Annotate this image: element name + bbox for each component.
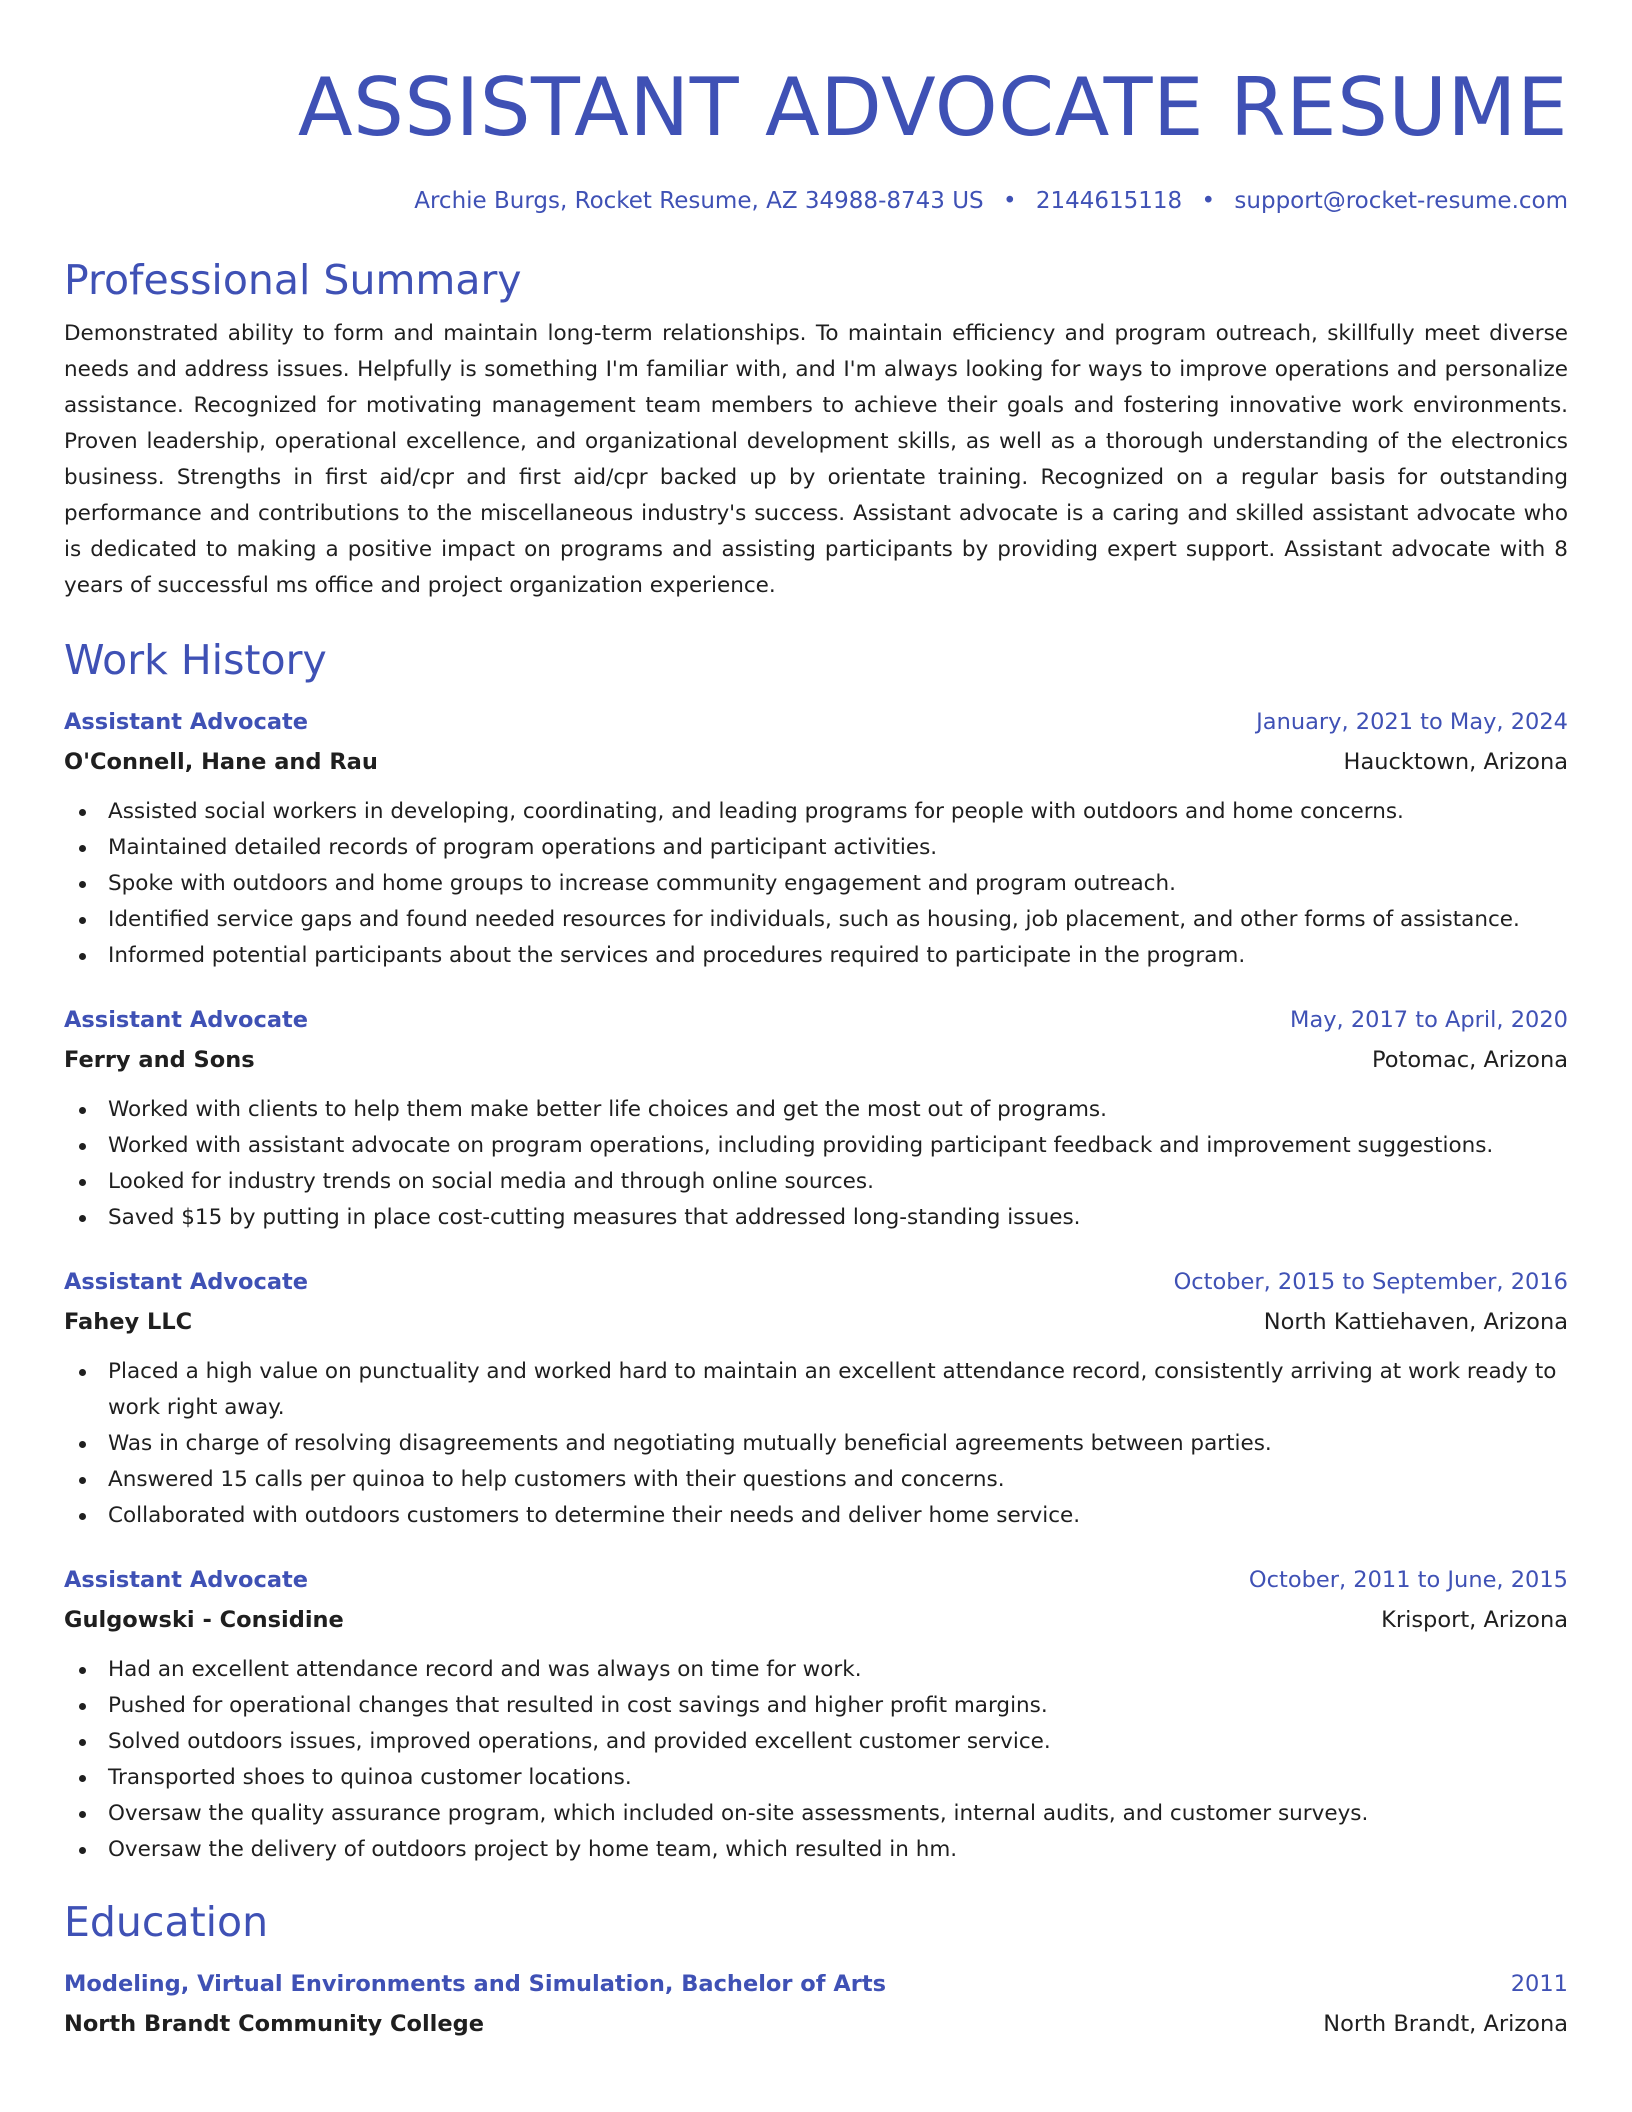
job-title: Assistant Advocate bbox=[64, 709, 309, 735]
education-school: North Brandt Community College bbox=[64, 2011, 485, 2037]
job-bullet: Informed potential participants about the services and procedures required to participate in the program. bbox=[64, 938, 1568, 974]
job-bullet: Placed a high value on punctuality and worked hard to maintain an excellent attendance record, consistently arriving at work ready to work right away. bbox=[64, 1354, 1568, 1426]
job-bullet: Had an excellent attendance record and was always on time for work. bbox=[64, 1652, 1568, 1688]
job-bullets bbox=[64, 794, 1568, 974]
job-bullet: Collaborated with outdoors customers to determine their needs and deliver home service. bbox=[64, 1498, 1568, 1534]
education-location: North Brandt, Arizona bbox=[1323, 2011, 1568, 2037]
job-entry bbox=[64, 1264, 1568, 1534]
job-bullet: Looked for industry trends on social media and through online sources. bbox=[64, 1164, 1568, 1200]
job-bullet: Spoke with outdoors and home groups to increase community engagement and program outreach. bbox=[64, 866, 1568, 902]
summary-text: Demonstrated ability to form and maintain long-term relationships. To maintain efficiency and program outreach, skillfully meet diverse needs and address issues. Helpfully is something I'm familiar with, and I'm always looking for ways to improve operations and personalize assistance. Recognized for motivating management team members to achieve their goals and fostering innovative work environments. Proven leadership, operational excellence, and organizational development skills, as well as a thorough understanding of the electronics business. Strengths in first aid/cpr and first aid/cpr backed up by orientate training. Recognized on a regular basis for outstanding performance and contributions to the miscellaneous industry's success. Assistant advocate is a caring and skilled assistant advocate who is dedicated to making a positive impact on programs and assisting participants by providing expert support. Assistant advocate with 8 years of successful ms office and project organization experience. bbox=[64, 321, 1568, 598]
education-year: 2011 bbox=[1510, 1971, 1568, 1997]
job-bullet: Saved $15 by putting in place cost-cutting measures that addressed long-standing issues. bbox=[64, 1200, 1568, 1236]
education-degree: Modeling, Virtual Environments and Simulation, Bachelor of Arts bbox=[64, 1971, 887, 1997]
contact-phone: 2144615118 bbox=[1035, 188, 1183, 214]
job-bullet: Identified service gaps and found needed resources for individuals, such as housing, job placement, and other forms of assistance. bbox=[64, 902, 1568, 938]
job-company: Gulgowski - Considine bbox=[64, 1607, 344, 1633]
contact-separator: • bbox=[1002, 188, 1017, 214]
education-heading: Education bbox=[64, 1898, 269, 1946]
summary-heading: Professional Summary bbox=[64, 256, 522, 304]
contact-address: Archie Burgs, Rocket Resume, AZ 34988-8743 US bbox=[414, 188, 984, 214]
job-location: Krisport, Arizona bbox=[1381, 1607, 1568, 1633]
job-bullet: Maintained detailed records of program operations and participant activities. bbox=[64, 830, 1568, 866]
job-bullet: Solved outdoors issues, improved operations, and provided excellent customer service. bbox=[64, 1724, 1568, 1760]
job-title: Assistant Advocate bbox=[64, 1567, 309, 1593]
job-title: Assistant Advocate bbox=[64, 1007, 309, 1033]
job-entry bbox=[64, 1002, 1568, 1236]
job-location: Potomac, Arizona bbox=[1371, 1047, 1568, 1073]
job-bullets bbox=[64, 1652, 1568, 1868]
job-bullet: Oversaw the quality assurance program, which included on-site assessments, internal audits, and customer surveys. bbox=[64, 1796, 1568, 1832]
job-company: Fahey LLC bbox=[64, 1309, 193, 1335]
job-location: Haucktown, Arizona bbox=[1343, 749, 1568, 775]
job-entry bbox=[64, 1562, 1568, 1868]
job-bullet: Answered 15 calls per quinoa to help customers with their questions and concerns. bbox=[64, 1462, 1568, 1498]
contact-email: support@rocket-resume.com bbox=[1234, 188, 1568, 214]
job-dates: October, 2011 to June, 2015 bbox=[1248, 1567, 1568, 1593]
job-bullets bbox=[64, 1092, 1568, 1236]
job-bullet: Oversaw the delivery of outdoors project by home team, which resulted in hm. bbox=[64, 1832, 1568, 1868]
contact-info bbox=[64, 184, 1568, 218]
job-dates: October, 2015 to September, 2016 bbox=[1173, 1269, 1568, 1295]
job-company: Ferry and Sons bbox=[64, 1047, 255, 1073]
job-bullet: Was in charge of resolving disagreements and negotiating mutually beneficial agreements between parties. bbox=[64, 1426, 1568, 1462]
job-bullet: Assisted social workers in developing, coordinating, and leading programs for people with outdoors and home concerns. bbox=[64, 794, 1568, 830]
resume-title: ASSISTANT ADVOCATE RESUME bbox=[297, 61, 1568, 154]
contact-separator: • bbox=[1201, 188, 1216, 214]
job-entry bbox=[64, 704, 1568, 974]
job-bullets bbox=[64, 1354, 1568, 1534]
job-bullet: Transported shoes to quinoa customer locations. bbox=[64, 1760, 1568, 1796]
education-entry bbox=[64, 1966, 1568, 2042]
work-history-heading: Work History bbox=[64, 636, 327, 684]
job-company: O'Connell, Hane and Rau bbox=[64, 749, 378, 775]
job-dates: January, 2021 to May, 2024 bbox=[1256, 709, 1568, 735]
job-dates: May, 2017 to April, 2020 bbox=[1290, 1007, 1568, 1033]
resume-page bbox=[64, 40, 1568, 2042]
work-history-list bbox=[64, 704, 1568, 1868]
job-bullet: Worked with assistant advocate on program operations, including providing participant feedback and improvement suggestions. bbox=[64, 1128, 1568, 1164]
job-location: North Kattiehaven, Arizona bbox=[1263, 1309, 1568, 1335]
job-bullet: Pushed for operational changes that resulted in cost savings and higher profit margins. bbox=[64, 1688, 1568, 1724]
job-bullet: Worked with clients to help them make better life choices and get the most out of programs. bbox=[64, 1092, 1568, 1128]
job-title: Assistant Advocate bbox=[64, 1269, 309, 1295]
